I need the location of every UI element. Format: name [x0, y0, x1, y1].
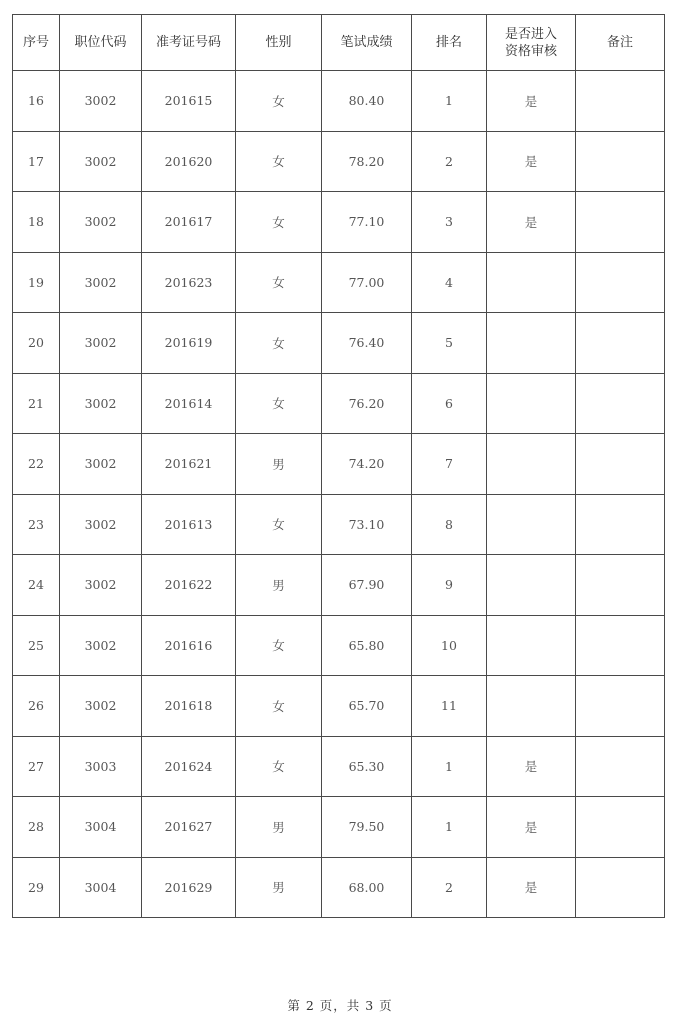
cell-position-code: 3002 — [60, 555, 142, 616]
cell-rank: 4 — [412, 252, 487, 313]
table-row — [13, 555, 665, 616]
cell-score: 68.00 — [322, 857, 412, 918]
header-score: 笔试成绩 — [322, 15, 412, 71]
cell-rank: 11 — [412, 676, 487, 737]
cell-no: 26 — [13, 676, 60, 737]
cell-gender: 女 — [236, 131, 322, 192]
cell-remark — [576, 434, 665, 495]
table-row — [13, 252, 665, 313]
table-row — [13, 71, 665, 132]
cell-rank: 3 — [412, 192, 487, 253]
cell-score: 76.20 — [322, 373, 412, 434]
cell-ticket-number: 201621 — [142, 434, 236, 495]
table-row — [13, 797, 665, 858]
cell-score: 67.90 — [322, 555, 412, 616]
cell-remark — [576, 555, 665, 616]
cell-remark — [576, 615, 665, 676]
cell-ticket-number: 201629 — [142, 857, 236, 918]
cell-no: 21 — [13, 373, 60, 434]
header-ticket-number: 准考证号码 — [142, 15, 236, 71]
cell-no: 19 — [13, 252, 60, 313]
cell-review-status: 是 — [487, 857, 576, 918]
cell-review-status: 是 — [487, 71, 576, 132]
cell-remark — [576, 857, 665, 918]
cell-remark — [576, 192, 665, 253]
cell-remark — [576, 252, 665, 313]
cell-position-code: 3002 — [60, 676, 142, 737]
cell-score: 77.00 — [322, 252, 412, 313]
cell-no: 22 — [13, 434, 60, 495]
cell-position-code: 3002 — [60, 434, 142, 495]
cell-gender: 男 — [236, 797, 322, 858]
cell-ticket-number: 201618 — [142, 676, 236, 737]
cell-no: 17 — [13, 131, 60, 192]
cell-review-status: 是 — [487, 192, 576, 253]
cell-gender: 女 — [236, 252, 322, 313]
cell-gender: 女 — [236, 494, 322, 555]
cell-position-code: 3004 — [60, 857, 142, 918]
table-row — [13, 494, 665, 555]
cell-review-status: 是 — [487, 131, 576, 192]
cell-score: 80.40 — [322, 71, 412, 132]
table-body — [13, 71, 665, 918]
cell-rank: 2 — [412, 857, 487, 918]
table-row — [13, 192, 665, 253]
results-table — [12, 14, 665, 918]
cell-rank: 1 — [412, 736, 487, 797]
cell-review-status: 是 — [487, 797, 576, 858]
cell-score: 65.80 — [322, 615, 412, 676]
table-row — [13, 313, 665, 374]
header-position-code: 职位代码 — [60, 15, 142, 71]
cell-score: 79.50 — [322, 797, 412, 858]
cell-remark — [576, 71, 665, 132]
header-rank: 排名 — [412, 15, 487, 71]
cell-review-status — [487, 373, 576, 434]
cell-review-status — [487, 615, 576, 676]
table-header — [13, 15, 665, 71]
cell-remark — [576, 676, 665, 737]
cell-no: 28 — [13, 797, 60, 858]
cell-ticket-number: 201616 — [142, 615, 236, 676]
cell-rank: 6 — [412, 373, 487, 434]
cell-gender: 女 — [236, 313, 322, 374]
cell-ticket-number: 201613 — [142, 494, 236, 555]
cell-score: 78.20 — [322, 131, 412, 192]
table-row — [13, 434, 665, 495]
cell-rank: 1 — [412, 797, 487, 858]
cell-score: 65.70 — [322, 676, 412, 737]
cell-no: 24 — [13, 555, 60, 616]
table-row — [13, 857, 665, 918]
cell-remark — [576, 797, 665, 858]
cell-rank: 7 — [412, 434, 487, 495]
cell-ticket-number: 201615 — [142, 71, 236, 132]
cell-no: 20 — [13, 313, 60, 374]
cell-ticket-number: 201624 — [142, 736, 236, 797]
cell-no: 23 — [13, 494, 60, 555]
cell-ticket-number: 201620 — [142, 131, 236, 192]
table-row — [13, 676, 665, 737]
cell-ticket-number: 201619 — [142, 313, 236, 374]
cell-position-code: 3002 — [60, 192, 142, 253]
cell-review-status — [487, 434, 576, 495]
cell-position-code: 3002 — [60, 373, 142, 434]
cell-rank: 2 — [412, 131, 487, 192]
cell-gender: 男 — [236, 555, 322, 616]
cell-position-code: 3002 — [60, 131, 142, 192]
header-no: 序号 — [13, 15, 60, 71]
cell-ticket-number: 201614 — [142, 373, 236, 434]
cell-gender: 女 — [236, 192, 322, 253]
cell-review-status — [487, 313, 576, 374]
cell-no: 16 — [13, 71, 60, 132]
cell-rank: 9 — [412, 555, 487, 616]
cell-ticket-number: 201623 — [142, 252, 236, 313]
cell-no: 18 — [13, 192, 60, 253]
cell-position-code: 3002 — [60, 71, 142, 132]
cell-ticket-number: 201627 — [142, 797, 236, 858]
cell-gender: 女 — [236, 736, 322, 797]
cell-remark — [576, 736, 665, 797]
table-row — [13, 736, 665, 797]
cell-gender: 男 — [236, 857, 322, 918]
header-row — [13, 15, 665, 71]
header-remark: 备注 — [576, 15, 665, 71]
cell-review-status — [487, 494, 576, 555]
cell-review-status — [487, 252, 576, 313]
cell-rank: 5 — [412, 313, 487, 374]
cell-position-code: 3002 — [60, 494, 142, 555]
cell-position-code: 3003 — [60, 736, 142, 797]
cell-no: 29 — [13, 857, 60, 918]
page-footer: 第 2 页，共 3 页 — [287, 998, 393, 1013]
cell-score: 65.30 — [322, 736, 412, 797]
table-row — [13, 373, 665, 434]
cell-remark — [576, 131, 665, 192]
cell-gender: 女 — [236, 71, 322, 132]
cell-remark — [576, 494, 665, 555]
cell-score: 73.10 — [322, 494, 412, 555]
header-review-status: 是否进入 资格审核 — [487, 15, 576, 71]
cell-remark — [576, 313, 665, 374]
cell-ticket-number: 201617 — [142, 192, 236, 253]
cell-review-status — [487, 676, 576, 737]
cell-review-status — [487, 555, 576, 616]
table-row — [13, 131, 665, 192]
cell-gender: 女 — [236, 373, 322, 434]
cell-no: 27 — [13, 736, 60, 797]
cell-position-code: 3002 — [60, 252, 142, 313]
cell-score: 76.40 — [322, 313, 412, 374]
table-row — [13, 615, 665, 676]
cell-ticket-number: 201622 — [142, 555, 236, 616]
cell-gender: 女 — [236, 676, 322, 737]
cell-position-code: 3002 — [60, 615, 142, 676]
cell-gender: 女 — [236, 615, 322, 676]
cell-remark — [576, 373, 665, 434]
cell-position-code: 3004 — [60, 797, 142, 858]
cell-score: 74.20 — [322, 434, 412, 495]
header-gender: 性别 — [236, 15, 322, 71]
cell-review-status: 是 — [487, 736, 576, 797]
cell-gender: 男 — [236, 434, 322, 495]
cell-no: 25 — [13, 615, 60, 676]
cell-rank: 10 — [412, 615, 487, 676]
results-sheet — [12, 14, 664, 918]
cell-score: 77.10 — [322, 192, 412, 253]
cell-rank: 1 — [412, 71, 487, 132]
cell-position-code: 3002 — [60, 313, 142, 374]
cell-rank: 8 — [412, 494, 487, 555]
